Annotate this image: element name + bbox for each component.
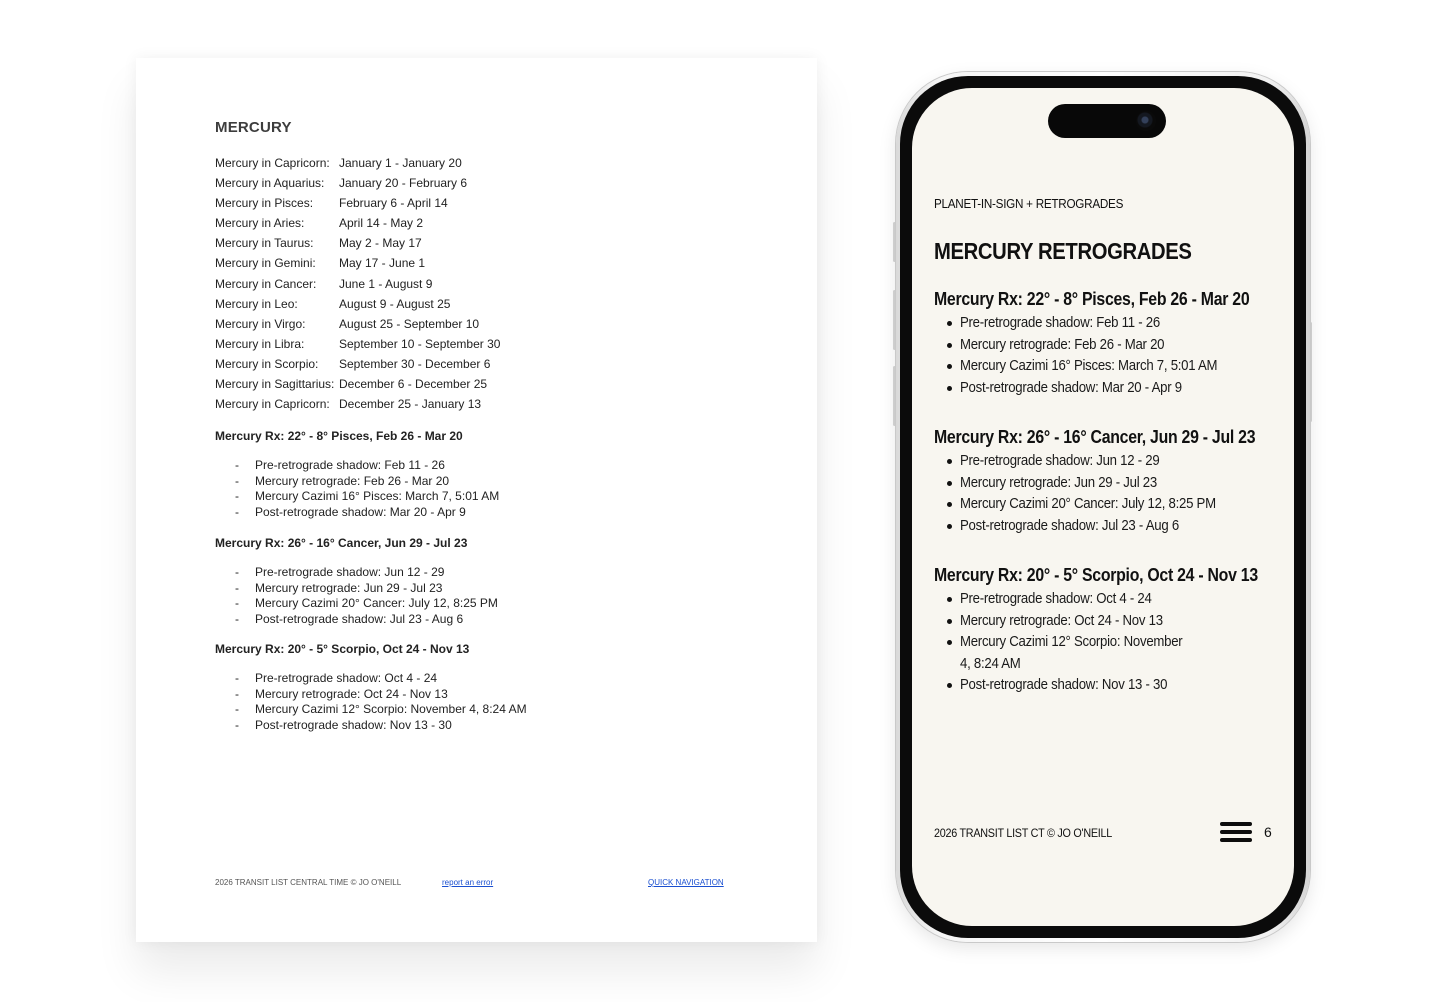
bullet-icon [947,597,952,602]
retrograde-item: - Pre-retrograde shadow: Feb 11 - 26 [235,458,445,472]
camera-icon [1136,111,1156,131]
sign-label: Mercury in Libra: [215,336,305,351]
sign-label: Mercury in Aries: [215,216,305,231]
hamburger-menu-icon[interactable] [1220,822,1252,846]
retrograde-item: - Post-retrograde shadow: Nov 13 - 30 [235,717,452,732]
sign-row [215,193,500,213]
sign-row [215,294,500,314]
quick-navigation-link[interactable]: QUICK NAVIGATION [648,878,724,887]
retrograde-heading: Mercury Rx: 22° - 8° Pisces, Feb 26 - Mar 20 [934,289,1250,309]
sign-row [215,274,500,294]
sign-dates: May 2 - May 17 [339,236,422,251]
bullet-icon [947,343,952,348]
retrograde-heading: Mercury Rx: 26° - 16° Cancer, Jun 29 - Jul 23 [215,536,468,550]
list-item: Post-retrograde shadow: Mar 20 - Apr 9 [934,377,1264,399]
document-page [136,58,817,942]
retrograde-heading: Mercury Rx: 26° - 16° Cancer, Jun 29 - Jul 23 [934,427,1256,447]
retrograde-item: - Post-retrograde shadow: Mar 20 - Apr 9 [235,504,466,519]
phone-mockup [896,72,1310,942]
list-item: Pre-retrograde shadow: Oct 4 - 24 [934,588,1264,610]
sign-label: Mercury in Taurus: [215,236,314,251]
bullet-icon [947,364,952,369]
retrograde-block [215,428,499,520]
retrograde-item: - Mercury retrograde: Feb 26 - Mar 20 [235,473,450,488]
sign-label: Mercury in Scorpio: [215,356,319,371]
sign-row [215,253,500,273]
bullet-icon [947,386,952,391]
retrograde-item: - Mercury Cazimi 12° Scorpio: November 4, 8:24 AM [235,702,527,717]
bullet-icon [947,502,952,507]
bullet-icon [947,683,952,688]
retrograde-item: - Mercury Cazimi 20° Cancer: July 12, 8:25 PM [235,596,498,611]
sign-label: Mercury in Capricorn: [215,156,330,170]
list-item: Post-retrograde shadow: Nov 13 - 30 [934,674,1264,696]
retrograde-section [934,424,1264,536]
phone-footer-copyright: 2026 TRANSIT LIST CT © JO O'NEILL [934,826,1112,840]
list-item: Mercury retrograde: Jun 29 - Jul 23 [934,472,1264,494]
sign-dates: August 25 - September 10 [339,316,480,331]
sign-dates: May 17 - June 1 [339,256,426,271]
page-title: MERCURY [215,119,292,136]
sign-label: Mercury in Pisces: [215,196,314,211]
bullet-icon [947,459,952,464]
bullet-icon [947,640,952,645]
page-number: 6 [1264,824,1272,840]
list-item: Mercury Cazimi 12° Scorpio: November 4, 8:24 AM [934,631,1264,674]
sign-label: Mercury in Sagittarius: [215,377,335,392]
list-item: Mercury Cazimi 16° Pisces: March 7, 5:01 AM [934,355,1264,377]
bullet-icon [947,481,952,486]
list-item: Mercury Cazimi 20° Cancer: July 12, 8:25 PM [934,493,1264,515]
retrograde-item: - Post-retrograde shadow: Jul 23 - Aug 6 [235,611,464,626]
report-error-link[interactable]: report an error [442,878,494,887]
doc-footer-copyright: 2026 TRANSIT LIST CENTRAL TIME © JO O'NEILL [215,878,402,887]
retrograde-heading: Mercury Rx: 20° - 5° Scorpio, Oct 24 - Nov 13 [215,642,470,656]
sign-dates: January 20 - February 6 [339,176,468,191]
retrograde-section [934,562,1264,696]
sign-dates: February 6 - April 14 [339,196,448,211]
retrograde-item: - Pre-retrograde shadow: Jun 12 - 29 [235,565,445,579]
retrograde-item: - Mercury retrograde: Jun 29 - Jul 23 [235,580,443,595]
sign-table [215,153,500,414]
sign-dates: January 1 - January 20 [339,156,462,170]
sign-dates: December 25 - January 13 [339,397,482,412]
list-item: Mercury retrograde: Oct 24 - Nov 13 [934,610,1264,632]
phone-screen [912,88,1294,926]
bullet-icon [947,321,952,326]
sign-row [215,314,500,334]
retrograde-heading: Mercury Rx: 20° - 5° Scorpio, Oct 24 - Nov 13 [934,565,1258,585]
retrograde-item: - Mercury Cazimi 16° Pisces: March 7, 5:01 AM [235,489,500,504]
list-item: Pre-retrograde shadow: Jun 12 - 29 [934,450,1264,472]
sign-row [215,173,500,193]
list-item: Mercury retrograde: Feb 26 - Mar 20 [934,334,1264,356]
bullet-icon [947,524,952,529]
sign-dates: April 14 - May 2 [339,216,424,231]
sign-row [215,233,500,253]
sign-row [215,334,500,354]
sign-row [215,374,500,394]
sign-label: Mercury in Virgo: [215,316,306,331]
list-item: Pre-retrograde shadow: Feb 11 - 26 [934,312,1264,334]
sign-row [215,153,500,173]
phone-page-title: MERCURY RETROGRADES [934,238,1192,264]
list-item: Post-retrograde shadow: Jul 23 - Aug 6 [934,515,1264,537]
bullet-icon [947,619,952,624]
sign-label: Mercury in Leo: [215,296,298,311]
retrograde-item: - Mercury retrograde: Oct 24 - Nov 13 [235,686,448,701]
sign-dates: September 30 - December 6 [339,356,491,371]
sign-dates: September 10 - September 30 [339,336,501,351]
retrograde-block [215,641,527,733]
retrograde-heading: Mercury Rx: 22° - 8° Pisces, Feb 26 - Mar 20 [215,429,463,443]
retrograde-block [215,535,498,627]
sign-row [215,213,500,233]
sign-dates: August 9 - August 25 [339,296,451,311]
dynamic-island [1048,104,1166,138]
section-kicker: PLANET-IN-SIGN + RETROGRADES [934,196,1124,211]
retrograde-item: - Pre-retrograde shadow: Oct 4 - 24 [235,671,438,685]
sign-dates: June 1 - August 9 [339,276,433,291]
sign-row [215,394,500,414]
sign-dates: December 6 - December 25 [339,377,488,392]
retrograde-section [934,286,1264,398]
sign-row [215,354,500,374]
sign-label: Mercury in Aquarius: [215,176,325,191]
sign-label: Mercury in Capricorn: [215,397,330,412]
sign-label: Mercury in Cancer: [215,276,317,291]
sign-label: Mercury in Gemini: [215,256,316,271]
